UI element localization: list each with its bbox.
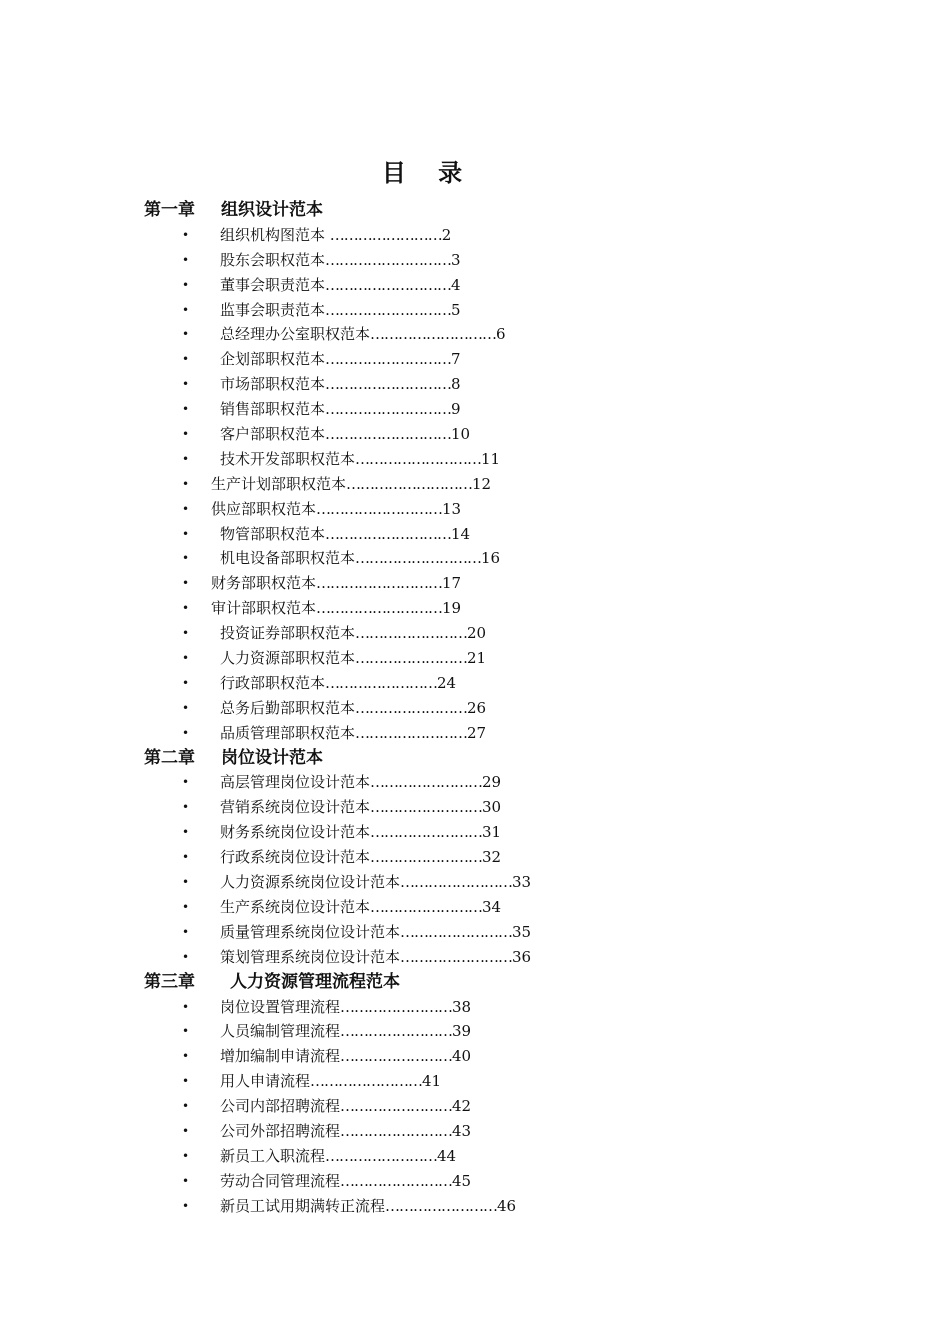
toc-page-number: 19 [442, 599, 462, 618]
chapter-name: 人力资源管理流程范本 [230, 971, 400, 992]
bullet-icon: • [182, 775, 190, 790]
toc-leader-dots: ……………………… [325, 250, 452, 269]
toc-entry[interactable] [144, 248, 844, 273]
toc-entry-label: 公司内部招聘流程 [220, 1097, 341, 1116]
toc-entry[interactable] [144, 671, 844, 696]
toc-entry[interactable] [144, 472, 844, 497]
toc-entry[interactable] [144, 895, 844, 920]
toc-leader-dots: …………………… [340, 1121, 453, 1140]
toc-entry[interactable] [144, 273, 844, 298]
toc-page-number: 29 [482, 773, 502, 792]
toc-entry[interactable] [144, 322, 844, 347]
toc-entry-label: 增加编制申请流程 [220, 1047, 341, 1066]
toc-entry-label: 股东会职权范本 [220, 250, 326, 269]
toc-entry-text [220, 870, 531, 895]
toc-entry-text [220, 546, 500, 571]
toc-entry-label: 人力资源系统岗位设计范本 [220, 873, 401, 892]
toc-entry-text [220, 1094, 471, 1119]
toc-entry[interactable] [144, 795, 844, 820]
bullet-icon: • [182, 800, 190, 815]
toc-leader-dots: …………………… [325, 1146, 438, 1165]
bullet-icon: • [182, 377, 190, 392]
bullet-icon: • [182, 825, 190, 840]
toc-leader-dots: ……………………… [346, 474, 473, 493]
toc-leader-dots: …………………… [370, 823, 483, 842]
toc-entry[interactable] [144, 995, 844, 1020]
toc-leader-dots: ……………………… [316, 499, 443, 518]
toc-leader-dots: …………………… [370, 848, 483, 867]
toc-entry-label: 行政系统岗位设计范本 [220, 848, 371, 867]
toc-page-number: 24 [437, 673, 457, 692]
toc-page-number: 46 [497, 1196, 517, 1215]
bullet-icon: • [182, 352, 190, 367]
toc-page-number: 20 [467, 624, 487, 643]
toc-entry-text [220, 696, 486, 721]
toc-entry-text [220, 945, 531, 970]
toc-page-number: 34 [482, 897, 502, 916]
toc-entry-label: 策划管理系统岗位设计范本 [220, 947, 401, 966]
toc-entry[interactable] [144, 1169, 844, 1194]
toc-page-number: 39 [452, 1022, 472, 1041]
bullet-icon: • [182, 451, 190, 466]
toc-leader-dots: …………………… [325, 673, 438, 692]
toc-entry-text [220, 422, 470, 447]
toc-entry-label: 新员工入职流程 [220, 1146, 326, 1165]
bullet-icon: • [182, 501, 190, 516]
toc-page-number: 2 [441, 225, 452, 244]
toc-entry[interactable] [144, 696, 844, 721]
chapter-name: 组织设计范本 [221, 200, 323, 220]
toc-page-number: 17 [442, 574, 462, 593]
toc-entry-text [220, 1044, 471, 1069]
toc-entry-label: 企划部职权范本 [220, 350, 326, 369]
chapter-name: 岗位设计范本 [221, 747, 323, 768]
toc-entry-label: 总经理办公室职权范本 [220, 325, 371, 344]
toc-entry-text [220, 770, 501, 795]
bullet-icon: • [182, 576, 190, 591]
toc-entry-label: 公司外部招聘流程 [220, 1121, 341, 1140]
toc-leader-dots: …………………… [370, 773, 483, 792]
toc-page-number: 21 [467, 649, 487, 668]
toc-page-number: 10 [451, 425, 471, 444]
toc-entry-text [220, 223, 451, 248]
toc-entry-label: 财务部职权范本 [211, 574, 317, 593]
toc-entry-label: 客户部职权范本 [220, 425, 326, 444]
toc-entry-text [211, 472, 491, 497]
toc-entry[interactable] [144, 347, 844, 372]
toc-entry-label: 品质管理部职权范本 [220, 723, 356, 742]
toc-leader-dots: …………………… [355, 649, 468, 668]
toc-leader-dots: ……………………… [325, 375, 452, 394]
chapter-heading[interactable] [144, 198, 844, 223]
toc-entry-label: 人员编制管理流程 [220, 1022, 341, 1041]
bullet-icon: • [182, 427, 190, 442]
toc-page-number: 16 [481, 549, 501, 568]
bullet-icon: • [182, 1099, 190, 1114]
toc-entry-text [220, 298, 461, 323]
toc-entry-label: 行政部职权范本 [220, 673, 326, 692]
toc-page-number: 32 [482, 848, 502, 867]
toc-page-number: 38 [452, 997, 472, 1016]
toc-entry-label: 销售部职权范本 [220, 400, 326, 419]
toc-entry-text [220, 372, 461, 397]
bullet-icon: • [182, 1123, 190, 1138]
toc-entry[interactable] [144, 820, 844, 845]
bullet-icon: • [182, 875, 190, 890]
bullet-icon: • [182, 1024, 190, 1039]
bullet-icon: • [182, 1074, 190, 1089]
toc-entry[interactable] [144, 770, 844, 795]
toc-page-number: 33 [512, 873, 532, 892]
toc-entry-label: 机电设备部职权范本 [220, 549, 356, 568]
toc-entry-text [220, 397, 461, 422]
toc-entry[interactable] [144, 621, 844, 646]
toc-leader-dots: …………………… [329, 225, 442, 244]
toc-entry-label: 市场部职权范本 [220, 375, 326, 394]
toc-entry-text [220, 895, 501, 920]
toc-entry-text [220, 273, 461, 298]
bullet-icon: • [182, 302, 190, 317]
toc-entry[interactable] [144, 298, 844, 323]
toc-leader-dots: ……………………… [325, 350, 452, 369]
toc-entry-label: 审计部职权范本 [211, 599, 317, 618]
toc-leader-dots: ……………………… [325, 275, 452, 294]
toc-entry-text [220, 347, 461, 372]
toc-entry[interactable] [144, 721, 844, 746]
chapter-number: 第二章 [144, 747, 195, 768]
toc-entry-label: 技术开发部职权范本 [220, 449, 356, 468]
bullet-icon: • [182, 725, 190, 740]
toc-entry[interactable] [144, 1019, 844, 1044]
bullet-icon: • [182, 850, 190, 865]
toc-leader-dots: ……………………… [325, 300, 452, 319]
toc-entry[interactable] [144, 845, 844, 870]
toc-page-number: 43 [452, 1121, 472, 1140]
toc-page-number: 5 [451, 300, 461, 319]
toc-entry[interactable] [144, 223, 844, 248]
toc-entry[interactable] [144, 497, 844, 522]
toc-entry-label: 劳动合同管理流程 [220, 1171, 341, 1190]
toc-leader-dots: …………………… [355, 723, 468, 742]
toc-entry[interactable] [144, 397, 844, 422]
toc-entry-label: 高层管理岗位设计范本 [220, 773, 371, 792]
toc-entry-text [220, 721, 486, 746]
toc-leader-dots: …………………… [370, 798, 483, 817]
toc-entry[interactable] [144, 1044, 844, 1069]
chapter-number: 第一章 [144, 200, 195, 220]
toc-entry-text [220, 1019, 471, 1044]
toc-entry[interactable] [144, 422, 844, 447]
toc-page-number: 13 [442, 499, 462, 518]
bullet-icon: • [182, 252, 190, 267]
toc-leader-dots: …………………… [400, 947, 513, 966]
toc-page-number: 40 [452, 1047, 472, 1066]
toc-entry-text [220, 1069, 441, 1094]
toc-leader-dots: …………………… [355, 624, 468, 643]
bullet-icon: • [182, 999, 190, 1014]
toc-entry[interactable] [144, 1144, 844, 1169]
bullet-icon: • [182, 626, 190, 641]
bullet-icon: • [182, 526, 190, 541]
toc-entry-text [220, 845, 501, 870]
bullet-icon: • [182, 949, 190, 964]
toc-leader-dots: …………………… [310, 1072, 423, 1091]
bullet-icon: • [182, 277, 190, 292]
bullet-icon: • [182, 1173, 190, 1188]
toc-entry-label: 董事会职责范本 [220, 275, 326, 294]
toc-leader-dots: …………………… [340, 1022, 453, 1041]
toc-page-number: 26 [467, 698, 487, 717]
toc-entry-label: 生产计划部职权范本 [211, 474, 347, 493]
bullet-icon: • [182, 476, 190, 491]
toc-page-number: 9 [451, 400, 461, 419]
toc-page-number: 30 [482, 798, 502, 817]
toc-entry[interactable] [144, 945, 844, 970]
bullet-icon: • [182, 402, 190, 417]
toc-leader-dots: …………………… [400, 873, 513, 892]
toc-entry-label: 人力资源部职权范本 [220, 649, 356, 668]
toc-leader-dots: ……………………… [325, 425, 452, 444]
toc-page-number: 44 [437, 1146, 457, 1165]
toc-page-number: 42 [452, 1097, 472, 1116]
toc-entry[interactable] [144, 646, 844, 671]
toc-page-number: 8 [451, 375, 461, 394]
chapter-heading[interactable] [144, 970, 844, 995]
chapter-number: 第三章 [144, 971, 195, 992]
toc-entry-text [211, 571, 461, 596]
toc-entry-text [220, 248, 461, 273]
toc-entry[interactable] [144, 1069, 844, 1094]
toc-page-number: 41 [422, 1072, 442, 1091]
toc-leader-dots: ……………………… [355, 549, 482, 568]
toc-leader-dots: …………………… [400, 922, 513, 941]
toc-entry-text [220, 322, 506, 347]
bullet-icon: • [182, 1049, 190, 1064]
toc-entry[interactable] [144, 1119, 844, 1144]
page-title: 目 录 [381, 159, 475, 187]
toc-leader-dots: …………………… [340, 1047, 453, 1066]
bullet-icon: • [182, 1198, 190, 1213]
toc-page-number: 45 [452, 1171, 472, 1190]
toc-leader-dots: …………………… [340, 1097, 453, 1116]
toc-leader-dots: …………………… [370, 897, 483, 916]
toc-entry-label: 新员工试用期满转正流程 [220, 1196, 386, 1215]
toc-entry-label: 岗位设置管理流程 [220, 997, 341, 1016]
toc-page-number: 3 [451, 250, 461, 269]
bullet-icon: • [182, 551, 190, 566]
toc-entry-text [220, 920, 531, 945]
bullet-icon: • [182, 227, 190, 242]
bullet-icon: • [182, 1148, 190, 1163]
toc-leader-dots: ……………………… [370, 325, 497, 344]
toc-leader-dots: ……………………… [325, 524, 452, 543]
toc-page-number: 12 [472, 474, 492, 493]
toc-entry-text [220, 671, 456, 696]
bullet-icon: • [182, 651, 190, 666]
toc-entry[interactable] [144, 522, 844, 547]
toc-leader-dots: ……………………… [316, 599, 443, 618]
toc-leader-dots: ……………………… [325, 400, 452, 419]
toc-entry[interactable] [144, 1194, 844, 1219]
toc-entry-text [220, 621, 486, 646]
toc-entry-text [211, 596, 461, 621]
toc-entry-label: 财务系统岗位设计范本 [220, 823, 371, 842]
chapter-heading[interactable] [144, 746, 844, 771]
toc-entry-text [211, 497, 461, 522]
toc-entry-text [220, 795, 501, 820]
toc-entry-label: 监事会职责范本 [220, 300, 326, 319]
toc-entry-label: 总务后勤部职权范本 [220, 698, 356, 717]
toc-leader-dots: ……………………… [316, 574, 443, 593]
toc-page-number: 14 [451, 524, 471, 543]
bullet-icon: • [182, 675, 190, 690]
toc-entry-text [220, 646, 486, 671]
toc-entry[interactable] [144, 920, 844, 945]
toc-entry[interactable] [144, 571, 844, 596]
toc-entry-text [220, 1144, 456, 1169]
toc-page-number: 6 [496, 325, 506, 344]
toc-entry-text [220, 995, 471, 1020]
toc-leader-dots: ……………………… [355, 449, 482, 468]
toc-entry[interactable] [144, 546, 844, 571]
toc-leader-dots: …………………… [355, 698, 468, 717]
toc-entry[interactable] [144, 447, 844, 472]
toc-entry-label: 营销系统岗位设计范本 [220, 798, 371, 817]
toc-entry[interactable] [144, 870, 844, 895]
toc-entry-label: 物管部职权范本 [220, 524, 326, 543]
toc-entry-label: 用人申请流程 [220, 1072, 311, 1091]
toc-entry-text [220, 1169, 471, 1194]
toc-entry-label: 质量管理系统岗位设计范本 [220, 922, 401, 941]
toc-entry-text [220, 1119, 471, 1144]
toc-page-number: 36 [512, 947, 532, 966]
toc-page-number: 27 [467, 723, 487, 742]
table-of-contents [144, 198, 844, 1219]
toc-entry-text [220, 522, 470, 547]
toc-entry[interactable] [144, 1094, 844, 1119]
toc-page-number: 11 [481, 449, 501, 468]
toc-page-number: 4 [451, 275, 461, 294]
toc-entry-text [220, 820, 501, 845]
toc-entry[interactable] [144, 372, 844, 397]
toc-entry-label: 供应部职权范本 [211, 499, 317, 518]
bullet-icon: • [182, 700, 190, 715]
bullet-icon: • [182, 327, 190, 342]
toc-leader-dots: …………………… [385, 1196, 498, 1215]
toc-leader-dots: …………………… [340, 1171, 453, 1190]
toc-entry[interactable] [144, 596, 844, 621]
toc-page-number: 31 [482, 823, 502, 842]
toc-entry-label: 生产系统岗位设计范本 [220, 897, 371, 916]
toc-entry-label: 组织机构图范本 [220, 225, 330, 244]
toc-entry-label: 投资证券部职权范本 [220, 624, 356, 643]
toc-page-number: 7 [451, 350, 461, 369]
bullet-icon: • [182, 899, 190, 914]
toc-page-number: 35 [512, 922, 532, 941]
bullet-icon: • [182, 924, 190, 939]
toc-leader-dots: …………………… [340, 997, 453, 1016]
toc-entry-text [220, 447, 500, 472]
toc-entry-text [220, 1194, 516, 1219]
bullet-icon: • [182, 601, 190, 616]
